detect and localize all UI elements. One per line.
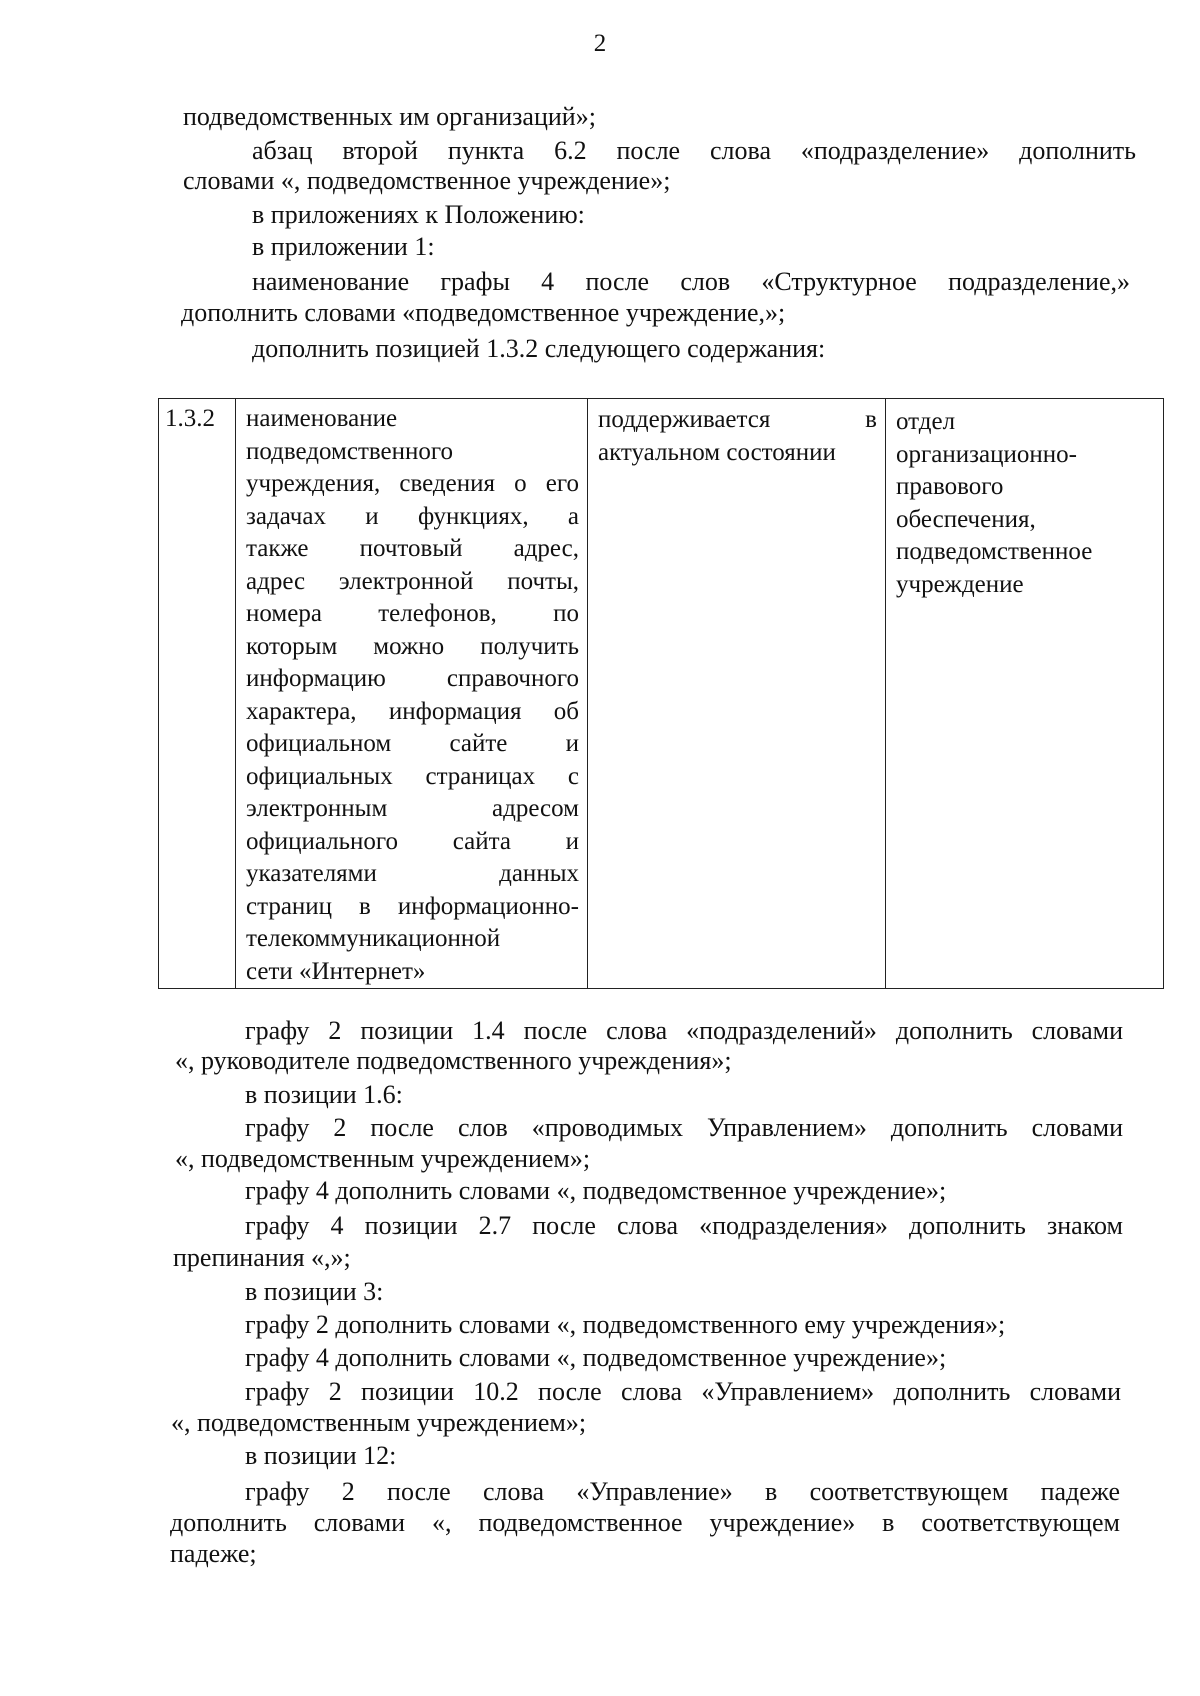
- cell-status: [588, 399, 886, 989]
- cell-line: задачах и функциях, а: [246, 502, 579, 530]
- text-line: препинания «,»;: [173, 1243, 351, 1272]
- text-line: «, подведомственным учреждением»;: [175, 1144, 591, 1173]
- text-line: падеже;: [170, 1539, 257, 1568]
- cell-line: подведомственное: [896, 538, 1093, 565]
- cell-line: учреждения, сведения о его: [246, 470, 579, 497]
- cell-line: наименование: [246, 405, 398, 432]
- text-line: дополнить словами «подведомственное учреждение,»;: [181, 298, 786, 327]
- cell-line: информацию справочного: [246, 665, 579, 692]
- cell-line: электронным адресом: [246, 795, 579, 822]
- text-line: графу 2 после слов «проводимых Управлением» дополнить словами: [245, 1113, 1123, 1142]
- cell-line: официальных страницах с: [246, 762, 579, 790]
- text-line: абзац второй пункта 6.2 после слова «подразделение» дополнить: [252, 136, 1136, 165]
- cell-line: обеспечения,: [896, 505, 1036, 533]
- cell-line: учреждение: [896, 570, 1024, 598]
- text-line: графу 2 позиции 10.2 после слова «Управлением» дополнить словами: [245, 1377, 1121, 1406]
- text-line: дополнить словами «, подведомственное учреждение» в соответствующем: [170, 1508, 1120, 1537]
- text-line: словами «, подведомственное учреждение»;: [183, 166, 671, 195]
- cell-line: правового: [896, 473, 1004, 500]
- cell-line: актуальном состоянии: [598, 438, 836, 466]
- text-line: подведомственных им организаций»;: [183, 102, 596, 131]
- text-line: «, руководителе подведомственного учреждения»;: [175, 1046, 732, 1075]
- cell-line: официальном сайте и: [246, 730, 579, 757]
- text-line: в приложении 1:: [252, 232, 435, 261]
- cell-line: подведомственного: [246, 437, 454, 465]
- cell-name: [236, 399, 588, 989]
- text-line: графу 4 дополнить словами «, подведомственное учреждение»;: [245, 1176, 947, 1205]
- cell-line: отдел: [896, 408, 956, 435]
- text-line: графу 4 позиции 2.7 после слова «подразделения» дополнить знаком: [245, 1211, 1123, 1240]
- text-line: графу 2 после слова «Управление» в соответствующем падеже: [245, 1477, 1120, 1506]
- cell-line: характера, информация об: [246, 697, 579, 725]
- text-line: графу 2 позиции 1.4 после слова «подразделений» дополнить словами: [245, 1016, 1123, 1045]
- text-line: в приложениях к Положению:: [252, 200, 585, 229]
- text-line: графу 2 дополнить словами «, подведомственного ему учреждения»;: [245, 1310, 1006, 1339]
- text-line: дополнить позицией 1.3.2 следующего содержания:: [252, 334, 826, 363]
- cell-line: адрес электронной почты,: [246, 567, 579, 595]
- cell-line: страниц в информационно-: [246, 892, 579, 920]
- cell-line: сети «Интернет»: [246, 957, 426, 985]
- page-number: 2: [593, 30, 607, 57]
- text-line: графу 4 дополнить словами «, подведомственное учреждение»;: [245, 1343, 947, 1372]
- text-line: наименование графы 4 после слов «Структурное подразделение,»: [252, 267, 1130, 296]
- text-line: в позиции 3:: [245, 1277, 384, 1306]
- cell-line: номера телефонов, по: [246, 600, 579, 627]
- table-row: [159, 399, 1164, 989]
- cell-line: поддерживается в: [598, 406, 877, 433]
- cell-line: также почтовый адрес,: [246, 535, 579, 562]
- cell-line: указателями данных: [246, 860, 579, 887]
- text-line: в позиции 1.6:: [245, 1080, 403, 1109]
- cell-line: организационно-: [896, 440, 1077, 468]
- text-line: в позиции 12:: [245, 1441, 397, 1470]
- cell-line: телекоммуникационной: [246, 925, 501, 952]
- cell-line: которым можно получить: [246, 632, 579, 660]
- text-line: «, подведомственным учреждением»;: [171, 1408, 587, 1437]
- cell-line: официального сайта и: [246, 827, 579, 855]
- position-table: [158, 398, 1164, 989]
- cell-number: 1.3.2: [159, 399, 236, 989]
- cell-responsible: [886, 399, 1164, 989]
